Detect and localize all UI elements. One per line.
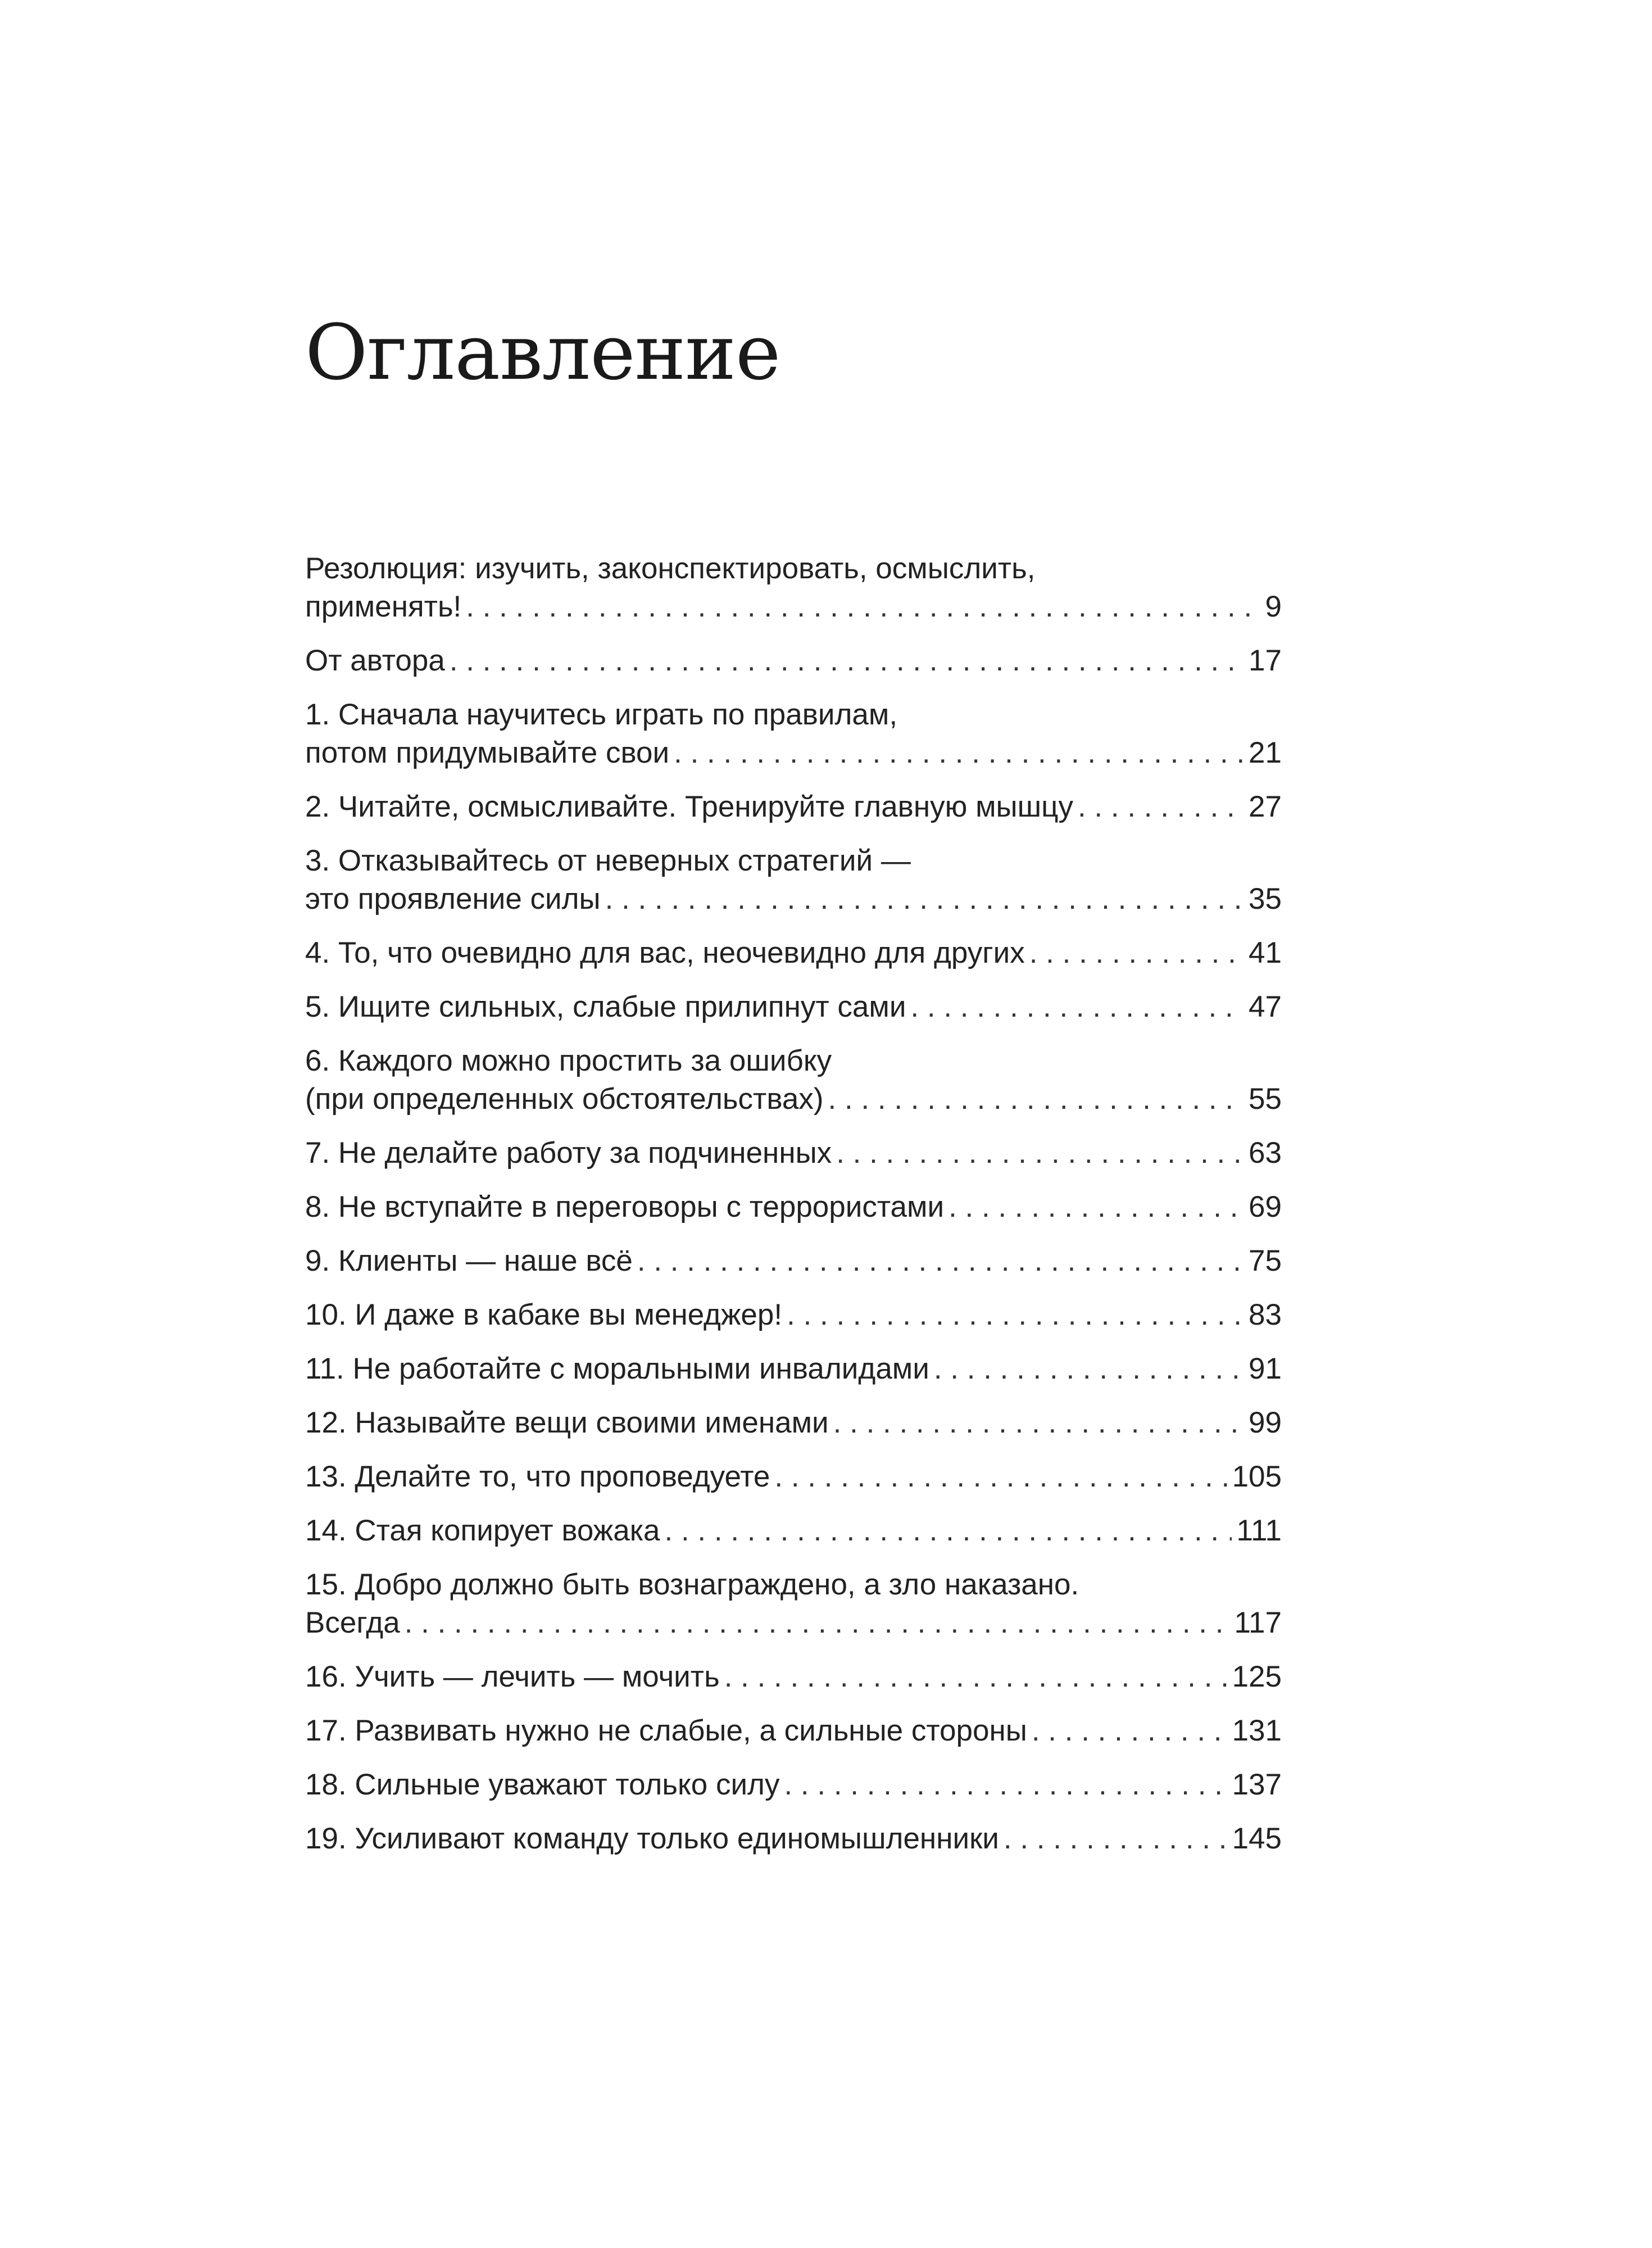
dot-leader <box>784 1766 1227 1804</box>
toc-entry-title-line: 8. Не вступайте в переговоры с террористами <box>305 1190 945 1223</box>
toc-entry-row <box>305 1512 1282 1550</box>
toc-entry-row <box>305 642 1282 680</box>
dot-leader <box>605 880 1244 918</box>
toc-entry <box>305 1242 1282 1280</box>
dot-leader <box>1004 1820 1228 1858</box>
toc-entry-title-line: 13. Делайте то, что проповедуете <box>305 1460 770 1493</box>
toc-entry-row <box>305 1658 1282 1696</box>
toc-entry-title-line: От автора <box>305 644 445 677</box>
toc-entry-title-line: 15. Добро должно быть вознаграждено, а зло наказано. <box>305 1568 1079 1601</box>
toc-page-number: 63 <box>1249 1136 1282 1170</box>
dot-leader <box>787 1296 1244 1334</box>
toc-entry-title-line: 9. Клиенты — наше всё <box>305 1244 633 1277</box>
dot-leader <box>466 588 1260 626</box>
dot-leader <box>665 1512 1232 1550</box>
toc-entry-title-line: 17. Развивать нужно не слабые, а сильные стороны <box>305 1714 1027 1747</box>
toc-entry-row <box>305 1458 1282 1496</box>
toc-entry-title-line: 4. То, что очевидно для вас, неочевидно для других <box>305 936 1025 969</box>
toc-page-number: 137 <box>1232 1768 1282 1801</box>
dot-leader <box>405 1604 1230 1642</box>
toc-entry-title-line: 2. Читайте, осмысливайте. Тренируйте главную мышцу <box>305 790 1073 823</box>
dot-leader <box>828 1080 1245 1118</box>
toc-entry-title-line: 6. Каждого можно простить за ошибку <box>305 1044 832 1077</box>
table-of-contents <box>305 550 1282 1874</box>
toc-page-number: 17 <box>1249 644 1282 677</box>
toc-entry <box>305 1188 1282 1226</box>
toc-page-number: 75 <box>1249 1244 1282 1277</box>
toc-page-number: 35 <box>1249 882 1282 915</box>
toc-entry <box>305 1042 1282 1118</box>
toc-entry <box>305 1296 1282 1334</box>
page-title: Оглавление <box>305 309 780 397</box>
toc-entry-title-line: 18. Сильные уважают только силу <box>305 1768 780 1801</box>
toc-entry <box>305 1512 1282 1550</box>
toc-entry <box>305 1404 1282 1442</box>
toc-entry-title-line: 3. Отказывайтесь от неверных стратегий — <box>305 844 911 877</box>
toc-entry <box>305 934 1282 972</box>
dot-leader <box>450 642 1244 680</box>
toc-page-number: 125 <box>1232 1660 1282 1693</box>
toc-entry-title-line: применять! <box>305 590 462 623</box>
toc-entry-row <box>305 1080 1282 1118</box>
toc-page-number: 145 <box>1232 1822 1282 1855</box>
toc-entry-title-line: 10. И даже в кабаке вы менеджер! <box>305 1298 783 1331</box>
toc-entry-title-line: это проявление силы <box>305 882 601 915</box>
dot-leader <box>934 1350 1244 1388</box>
toc-page-number: 55 <box>1249 1082 1282 1116</box>
dot-leader <box>833 1404 1244 1442</box>
toc-entry-title-line: потом придумывайте свои <box>305 736 670 769</box>
toc-entry-title-line: Резолюция: изучить, законспектировать, осмыслить, <box>305 552 1036 585</box>
toc-page-number: 83 <box>1249 1298 1282 1331</box>
toc-page-number: 47 <box>1249 990 1282 1023</box>
toc-entry <box>305 988 1282 1026</box>
toc-entry-row <box>305 788 1282 826</box>
toc-entry-row <box>305 1188 1282 1226</box>
toc-page-number: 117 <box>1234 1606 1282 1639</box>
toc-entry-row <box>305 988 1282 1026</box>
toc-entry-title-line: 11. Не работайте с моральными инвалидами <box>305 1352 929 1385</box>
toc-page-number: 111 <box>1236 1514 1282 1547</box>
toc-entry <box>305 1134 1282 1172</box>
toc-entry-row <box>305 1604 1282 1642</box>
dot-leader <box>1032 1712 1228 1750</box>
dot-leader <box>637 1242 1244 1280</box>
toc-entry <box>305 1458 1282 1496</box>
toc-entry-row <box>305 880 1282 918</box>
toc-page-number: 27 <box>1249 790 1282 823</box>
toc-entry <box>305 842 1282 918</box>
toc-entry <box>305 1766 1282 1804</box>
toc-entry <box>305 1712 1282 1750</box>
dot-leader <box>948 1188 1244 1226</box>
toc-page-number: 69 <box>1249 1190 1282 1223</box>
toc-entry-row <box>305 1134 1282 1172</box>
toc-entry-title-line: 16. Учить — лечить — мочить <box>305 1660 720 1693</box>
toc-entry-row <box>305 1296 1282 1334</box>
toc-entry <box>305 696 1282 772</box>
toc-entry <box>305 1820 1282 1858</box>
toc-page-number: 41 <box>1249 936 1282 969</box>
toc-entry-title-line: 14. Стая копирует вожака <box>305 1514 660 1547</box>
toc-entry-title-line: 19. Усиливают команду только единомышленники <box>305 1822 999 1855</box>
toc-entry-title-line: Всегда <box>305 1606 400 1639</box>
toc-entry-row <box>305 588 1282 626</box>
toc-entry <box>305 788 1282 826</box>
toc-entry-title-line: (при определенных обстоятельствах) <box>305 1082 824 1116</box>
toc-page-number: 131 <box>1232 1714 1282 1747</box>
toc-entry-row <box>305 1404 1282 1442</box>
toc-entry-row <box>305 1820 1282 1858</box>
toc-entry-title-line: 5. Ищите сильных, слабые прилипнут сами <box>305 990 906 1023</box>
toc-entry-row <box>305 1766 1282 1804</box>
toc-page-number: 99 <box>1249 1406 1282 1439</box>
toc-entry <box>305 550 1282 626</box>
toc-page-number: 21 <box>1249 736 1282 769</box>
toc-entry <box>305 642 1282 680</box>
dot-leader <box>1029 934 1244 972</box>
dot-leader <box>1078 788 1244 826</box>
toc-page-number: 9 <box>1265 590 1282 623</box>
toc-entry-row <box>305 1242 1282 1280</box>
dot-leader <box>774 1458 1227 1496</box>
toc-entry-row <box>305 1712 1282 1750</box>
toc-entry-row <box>305 1350 1282 1388</box>
dot-leader <box>836 1134 1244 1172</box>
toc-entry <box>305 1350 1282 1388</box>
toc-entry-title-line: 1. Сначала научитесь играть по правилам, <box>305 698 898 731</box>
toc-page-number: 105 <box>1232 1460 1282 1493</box>
toc-entry-row <box>305 734 1282 772</box>
dot-leader <box>674 734 1244 772</box>
toc-entry-title-line: 7. Не делайте работу за подчиненных <box>305 1136 832 1170</box>
toc-entry <box>305 1658 1282 1696</box>
toc-entry-title-line: 12. Называйте вещи своими именами <box>305 1406 829 1439</box>
dot-leader <box>724 1658 1228 1696</box>
toc-entry-row <box>305 934 1282 972</box>
dot-leader <box>910 988 1244 1026</box>
toc-entry <box>305 1566 1282 1642</box>
toc-page-number: 91 <box>1249 1352 1282 1385</box>
